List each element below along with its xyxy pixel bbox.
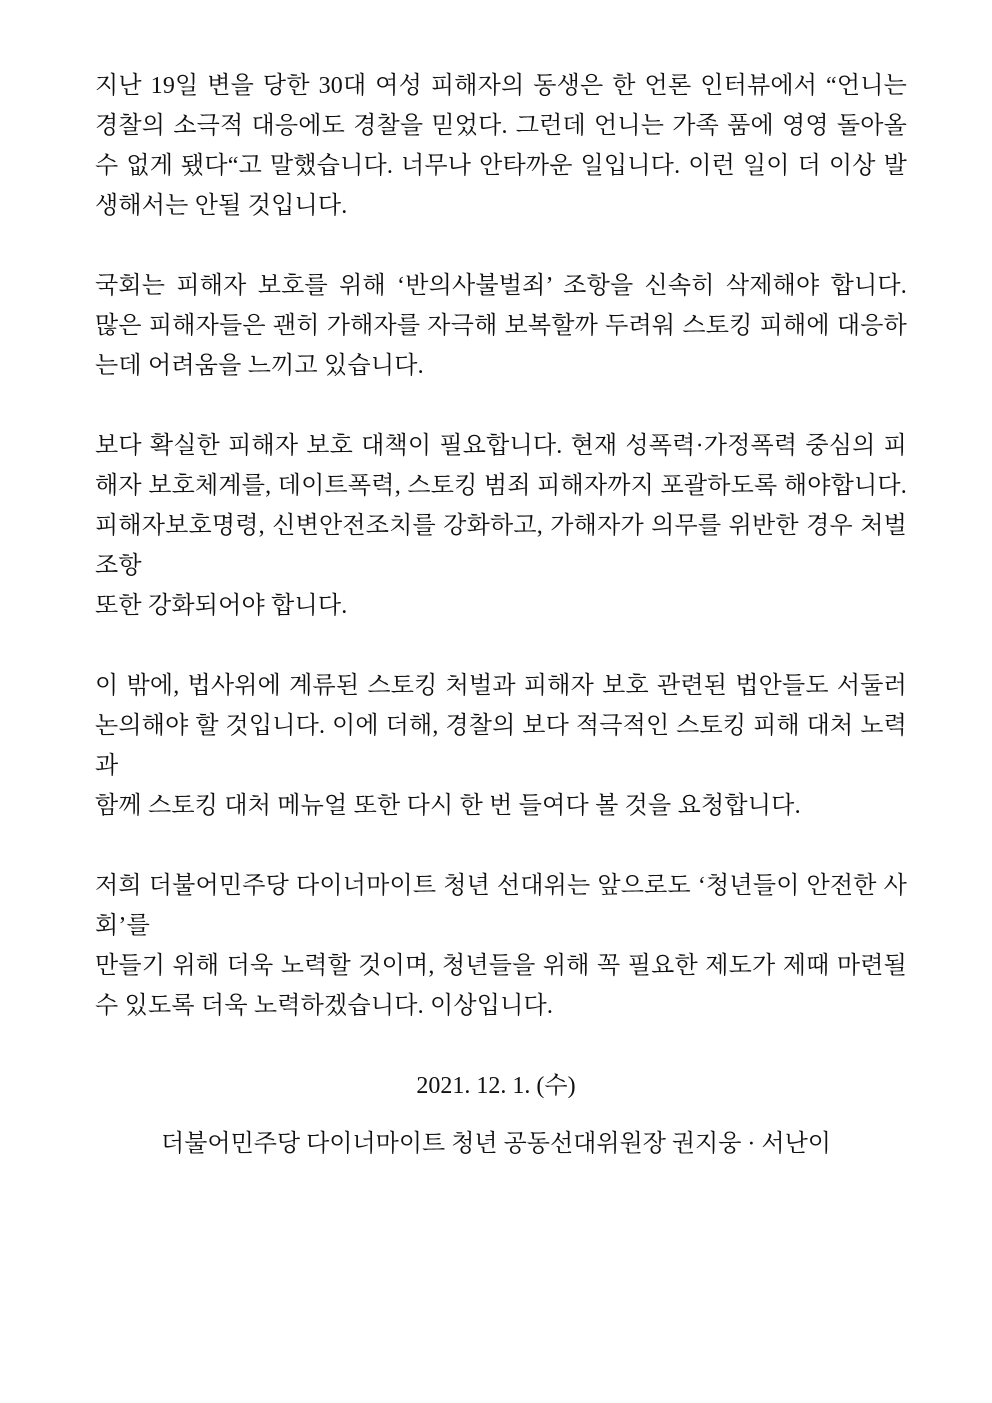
- paragraph: [95, 426, 907, 626]
- paragraph: [95, 266, 907, 386]
- text-line: 논의해야 할 것입니다. 이에 더해, 경찰의 보다 적극적인 스토킹 피해 대처 노력과: [95, 713, 907, 779]
- text-line: 이 밖에, 법사위에 계류된 스토킹 처벌과 피해자 보호 관련된 법안들도 서둘러: [95, 673, 907, 699]
- text-line: 함께 스토킹 대처 메뉴얼 또한 다시 한 번 들여다 볼 것을 요청합니다.: [95, 793, 801, 819]
- text-line: 수 없게 됐다“고 말했습니다. 너무나 안타까운 일입니다. 이런 일이 더 이상 발: [95, 153, 907, 179]
- paragraph: [95, 666, 907, 826]
- text-line: 경찰의 소극적 대응에도 경찰을 믿었다. 그런데 언니는 가족 품에 영영 돌아올: [95, 113, 907, 139]
- date-line: 2021. 12. 1. (수): [416, 1073, 576, 1099]
- text-line: 수 있도록 더욱 노력하겠습니다. 이상입니다.: [95, 993, 554, 1019]
- text-line: 생해서는 안될 것입니다.: [95, 193, 348, 219]
- text-line: 는데 어려움을 느끼고 있습니다.: [95, 353, 424, 379]
- text-line: 만들기 위해 더욱 노력할 것이며, 청년들을 위해 꼭 필요한 제도가 제때 마련될: [95, 953, 907, 979]
- text-line: 또한 강화되어야 합니다.: [95, 593, 348, 619]
- text-line: 많은 피해자들은 괜히 가해자를 자극해 보복할까 두려워 스토킹 피해에 대응하: [95, 313, 907, 339]
- text-line: 보다 확실한 피해자 보호 대책이 필요합니다. 현재 성폭력·가정폭력 중심의 피: [95, 433, 907, 459]
- text-line: 지난 19일 변을 당한 30대 여성 피해자의 동생은 한 언론 인터뷰에서 “언니는: [95, 73, 907, 99]
- text-line: 국회는 피해자 보호를 위해 ‘반의사불벌죄’ 조항을 신속히 삭제해야 합니다.: [95, 273, 907, 299]
- signature-line: 더불어민주당 다이너마이트 청년 공동선대위원장 권지웅 · 서난이: [161, 1131, 831, 1157]
- document-body: [95, 66, 907, 1026]
- text-line: 피해자보호명령, 신변안전조치를 강화하고, 가해자가 의무를 위반한 경우 처벌조항: [95, 513, 907, 579]
- paragraph: [95, 866, 907, 1026]
- text-line: 해자 보호체계를, 데이트폭력, 스토킹 범죄 피해자까지 포괄하도록 해야합니다.: [95, 473, 907, 499]
- paragraph: [95, 66, 907, 226]
- text-line: 저희 더불어민주당 다이너마이트 청년 선대위는 앞으로도 ‘청년들이 안전한 사회’를: [95, 873, 907, 939]
